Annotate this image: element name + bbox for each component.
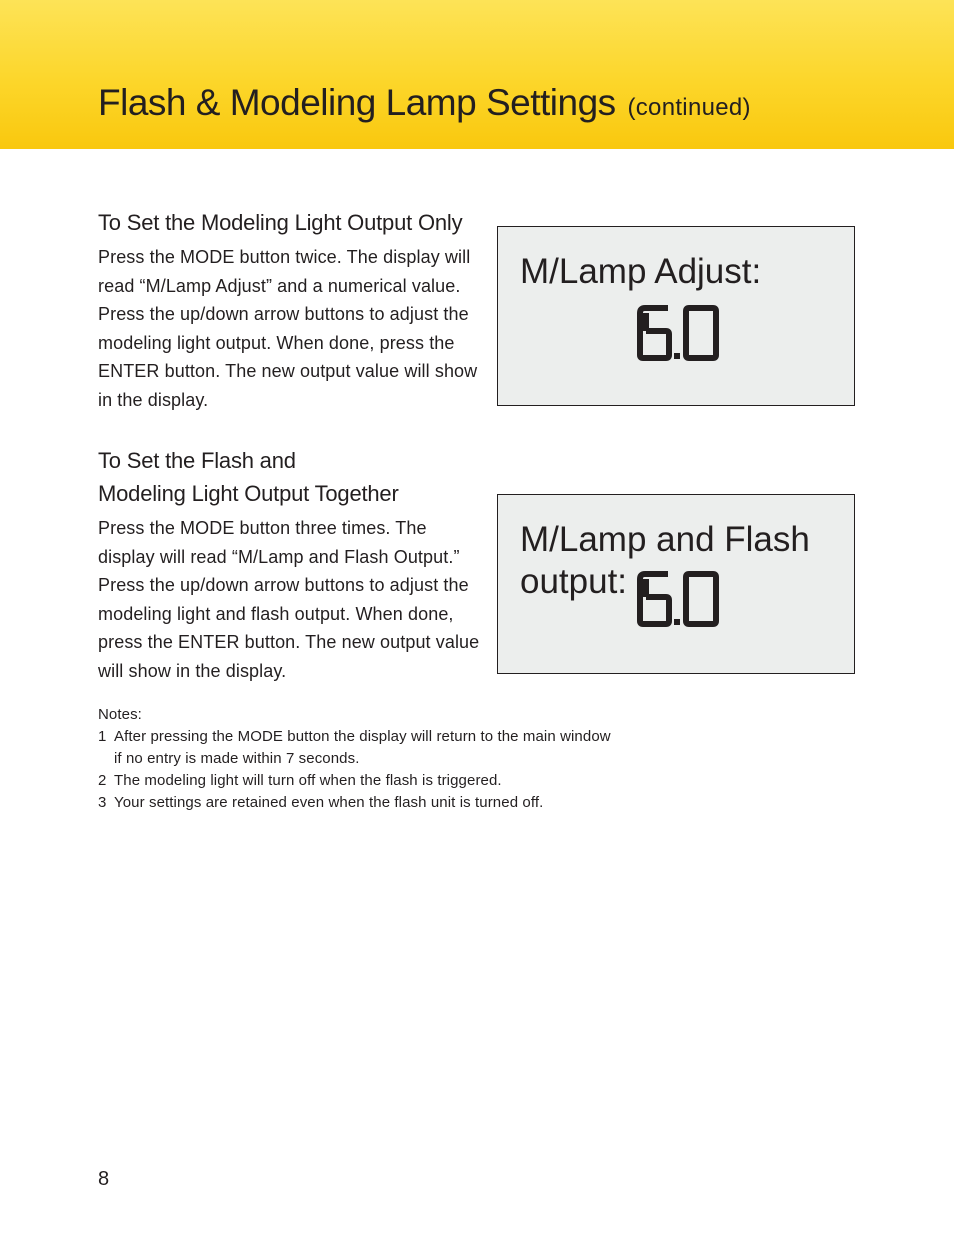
page-title-continued: (continued) [627,94,751,121]
note-item [98,792,698,814]
lcd-display-lamp-flash [497,494,855,674]
lcd-value-digits [637,571,719,627]
note-text: Your settings are retained even when the flash unit is turned off. [114,794,544,811]
lcd-value-digits [637,305,719,361]
note-item [98,748,698,770]
section2-body: Press the MODE button three times. The display will read “M/Lamp and Flash Output.” Press the up/down arrow buttons to adjust the modeling light and flash output. When done, press the ENTER button. The new output value will show in the display. [98,518,480,681]
page-number: 8 [98,1168,110,1190]
note-number: 2 [98,772,107,789]
note-number [98,748,114,770]
notes-title: Notes: [98,706,142,723]
page-title [98,84,751,121]
note-number: 1 [98,728,107,745]
note-number: 3 [98,794,107,811]
section1-heading: To Set the Modeling Light Output Only [98,210,463,235]
lcd-label-line2: output: [520,562,628,601]
section2-heading [98,444,399,510]
note-text: The modeling light will turn off when the flash is triggered. [114,772,502,789]
section2-heading-line1: To Set the Flash and [98,448,296,473]
note-item [98,770,698,792]
header-banner [0,0,954,149]
notes-section [98,704,698,814]
page-title-text: Flash & Modeling Lamp Settings [98,82,616,123]
lcd-label: M/Lamp Adjust: [520,252,762,291]
note-text: After pressing the MODE button the display will return to the main window [114,728,611,745]
note-item [98,726,698,748]
lcd-value: 6.0 [637,571,639,572]
section1-body: Press the MODE button twice. The display will read “M/Lamp Adjust” and a numerical value. Press the up/down arrow buttons to adjust the modeling light output. When done, press the ENTER button. The new output value will show in the display. [98,247,478,410]
note-text: if no entry is made within 7 seconds. [114,750,360,767]
lcd-value: 6.0 [637,305,639,306]
lcd-display-lamp-adjust [497,226,855,406]
section2-heading-line2: Modeling Light Output Together [98,481,399,506]
lcd-label-line1: M/Lamp and Flash [520,520,810,559]
